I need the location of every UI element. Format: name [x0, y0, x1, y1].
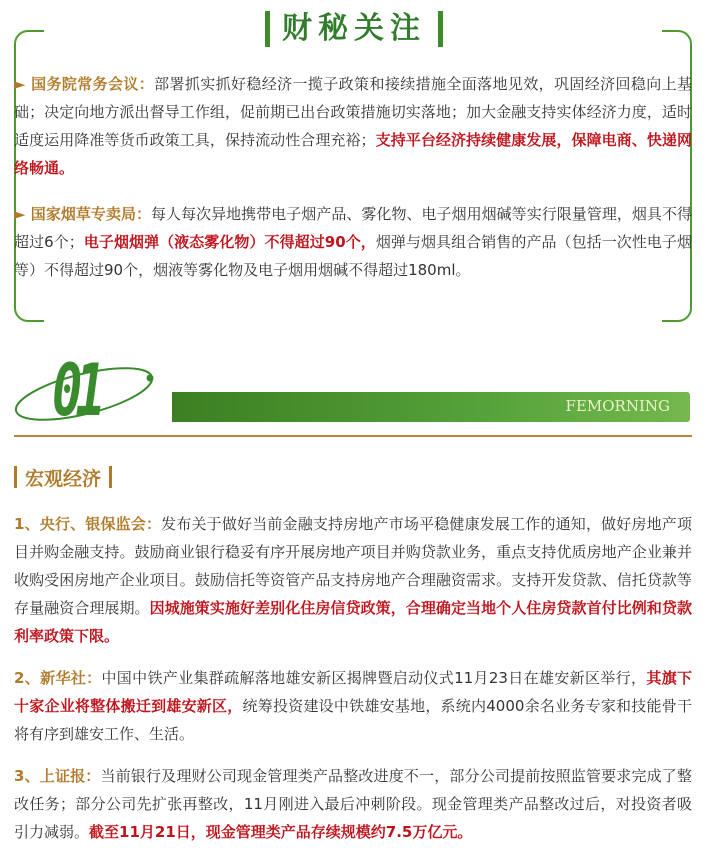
section-bar	[172, 392, 690, 422]
focus-item-tail: 烟弹与烟具组合销售的产品（包括一次性电子烟等）不得超过90个，烟液等雾化物及电子烟用烟碱不得超过180ml。	[14, 233, 692, 279]
macro-item-lead: 3、上证报：	[14, 767, 101, 785]
macro-item-sse	[14, 762, 692, 846]
macro-item-text: 当前银行及理财公司现金管理类产品整改进度不一，部分公司提前按照监管要求完成了整改任务；部分公司先扩张再整改，11月刚进入最后冲刺阶段。现金管理类产品整改过后，对投资者吸引力减弱。	[14, 767, 692, 841]
macro-item-highlight: 其旗下十家企业将整体搬迁到雄安新区，	[14, 669, 692, 715]
macro-item-lead: 2、新华社：	[14, 669, 102, 687]
section-heading	[14, 462, 112, 492]
macro-item-highlight: 因城施策实施好差别化住房信贷政策，合理确定当地个人住房贷款首付比例和贷款利率政策下限。	[14, 599, 692, 645]
macro-item-text: 发布关于做好当前金融支持房地产市场平稳健康发展工作的通知，做好房地产项目并购金融支持。鼓励商业银行稳妥有序开展房地产项目并购贷款业务，重点支持优质房地产企业兼并收购受困房地产企业项目。鼓励信托等资管产品支持房地产合理融资需求。支持开发贷款、信托贷款等存量融资合理展期。	[14, 515, 692, 617]
title-bar-right	[438, 11, 443, 47]
macro-item-pboc	[14, 510, 692, 650]
macro-item-lead: 1、央行、银保监会：	[14, 515, 162, 533]
box-gap-bottom	[44, 319, 662, 323]
focus-item-lead: ► 国务院常务会议：	[14, 75, 155, 93]
macro-item-text: 中国中铁产业集群疏解落地雄安新区揭牌暨启动仪式11月23日在雄安新区举行，	[101, 669, 647, 687]
focus-item-tobacco	[14, 200, 692, 284]
banner-text: FEMORNING	[565, 397, 670, 415]
focus-item-text: 部署抓实抓好稳经济一揽子政策和接续措施全面落地见效，巩固经济回稳向上基础；决定向地方派出督导工作组，促前期已出台政策措施切实落地；加大金融支持实体经济力度，适时适度运用降准等货币政策工具，保持流动性合理充裕；	[14, 75, 692, 149]
focus-item-lead: ► 国家烟草专卖局：	[14, 205, 152, 223]
divider	[14, 435, 692, 437]
section-title: 宏观经济	[25, 467, 102, 490]
macro-item-xinhua	[14, 664, 692, 748]
focus-item-highlight: 支持平台经济持续健康发展，保障电商、快递网络畅通。	[14, 131, 692, 177]
focus-item-text: 每人每次异地携带电子烟产品、雾化物、电子烟用烟碱等实行限量管理，烟具不得超过6个；	[14, 205, 692, 251]
focus-item-state-council	[14, 70, 692, 182]
section-number: 01	[52, 348, 99, 432]
focus-header	[0, 6, 708, 52]
macro-item-tail: 统筹投资建设中铁雄安基地，系统内4000余名业务专家和技能骨干将有序到雄安工作、生活。	[14, 697, 692, 743]
focus-item-highlight: 电子烟烟弹（液态雾化物）不得超过90个，	[83, 233, 376, 251]
macro-item-highlight: 截至11月21日，现金管理类产品存续规模约7.5万亿元。	[89, 823, 473, 841]
page-title: 财秘关注	[282, 11, 426, 46]
heading-bar-right	[109, 466, 112, 488]
